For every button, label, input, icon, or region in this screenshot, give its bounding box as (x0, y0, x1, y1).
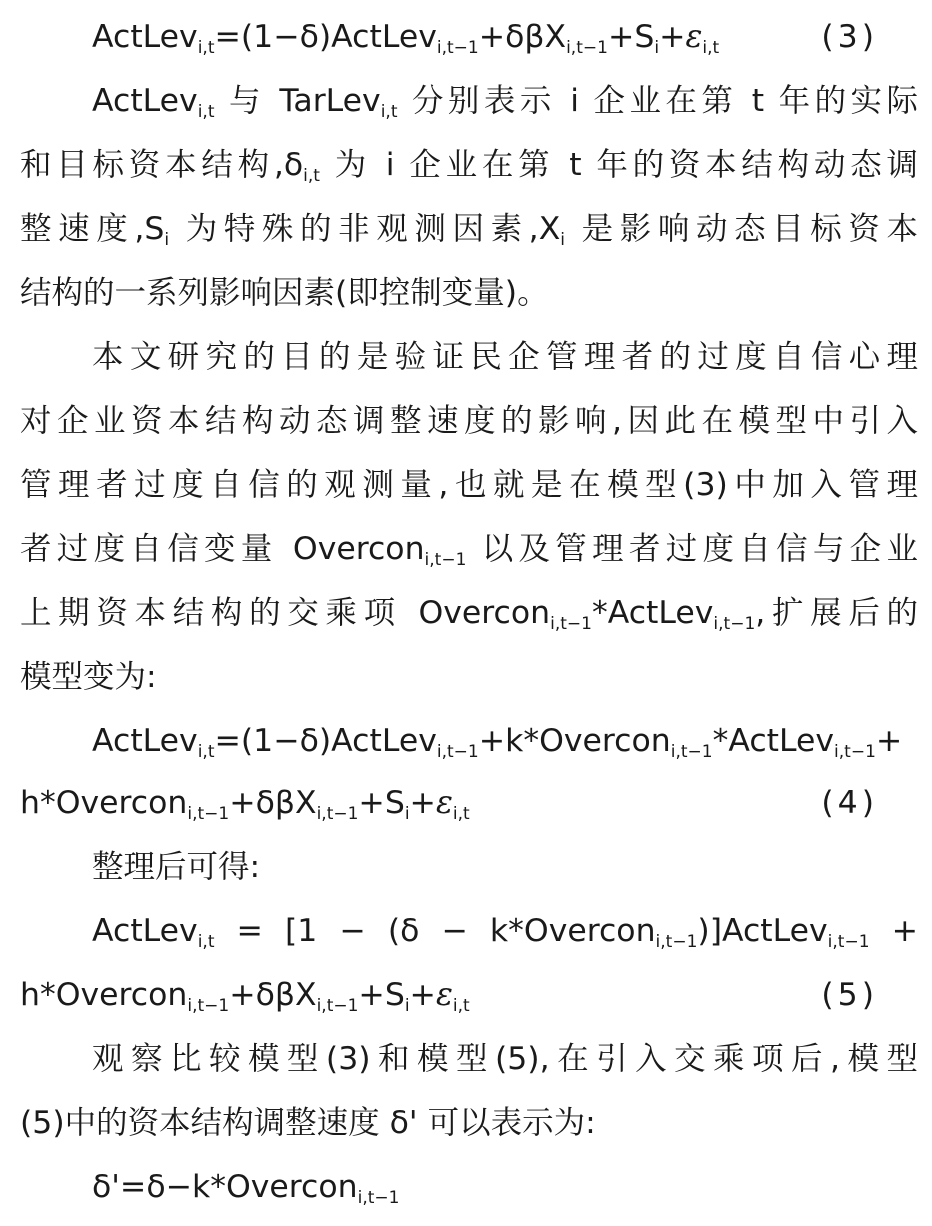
equation-5-line-1: ActLev$_{i,t}$ = [1 − (δ − k*Overcon$_{i,t-1}$)]ActLev$_{i,t-1}$ + (92, 913, 918, 952)
paragraph-4-line-1: 观察比较模型(3)和模型(5),在引入交乘项后,模型 (92, 1041, 918, 1077)
equation-3-number: (3) (821, 19, 878, 55)
equation-4-line-2 (20, 772, 918, 834)
paragraph-2-line-3: 管理者过度自信的观测量,也就是在模型(3)中加入管理 (20, 467, 918, 503)
paragraph-3: 整理后可得: (92, 849, 261, 885)
equation-4-number: (4) (821, 785, 878, 821)
equation-4-line-1: ActLev$_{i,t}$=(1−δ)ActLev$_{i,t-1}$+k*Overcon$_{i,t-1}$*ActLev$_{i,t-1}$+ (92, 723, 903, 762)
paragraph-2-line-4: 者过度自信变量 Overcon$_{i,t-1}$ 以及管理者过度自信与企业 (20, 531, 918, 570)
paragraph-1-line-1: ActLev$_{i,t}$ 与 TarLev$_{i,t}$ 分别表示 i 企业在第 t 年的实际 (92, 83, 918, 122)
paragraph-2-line-5: 上期资本结构的交乘项 Overcon$_{i,t-1}$*ActLev$_{i,t-1}$,扩展后的 (20, 595, 918, 634)
paragraph-2-line-6: 模型变为: (20, 659, 157, 695)
paragraph-1-line-2: 和目标资本结构$,\delta_{i,t}$ 为 i 企业在第 t 年的资本结构动态调 (20, 147, 918, 186)
equation-4-text: $h*Overcon_{i,t-1}+\delta\beta X_{i,t-1}+S_i+\varepsilon_{i,t}$ (20, 785, 470, 824)
paragraph-4-line-2: (5)中的资本结构调整速度 δ' 可以表示为: (20, 1105, 596, 1141)
equation-5-line-2 (20, 964, 918, 1026)
equation-3-text: $ActLev_{i,t}=(1-\delta)ActLev_{i,t-1}+\delta\beta X_{i,t-1}+S_i+\varepsilon_{i,t}$ (92, 19, 720, 58)
paragraph-1-line-4: 结构的一系列影响因素(即控制变量)。 (20, 275, 549, 311)
paragraph-1-line-3: 整速度$,S_i$ 为特殊的非观测因素$,X_i$ 是影响动态目标资本 (20, 211, 919, 250)
paragraph-2-line-1: 本文研究的目的是验证民企管理者的过度自信心理 (92, 339, 918, 375)
paragraph-2-line-2: 对企业资本结构动态调整速度的影响,因此在模型中引入 (20, 403, 918, 439)
equation-3 (92, 6, 918, 68)
equation-6: δ'=δ−k*Overcon$_{i,t-1}$ (92, 1169, 400, 1208)
equation-5-text: $h*Overcon_{i,t-1}+\delta\beta X_{i,t-1}+S_i+\varepsilon_{i,t}$ (20, 977, 470, 1016)
equation-5-number: (5) (821, 977, 878, 1013)
